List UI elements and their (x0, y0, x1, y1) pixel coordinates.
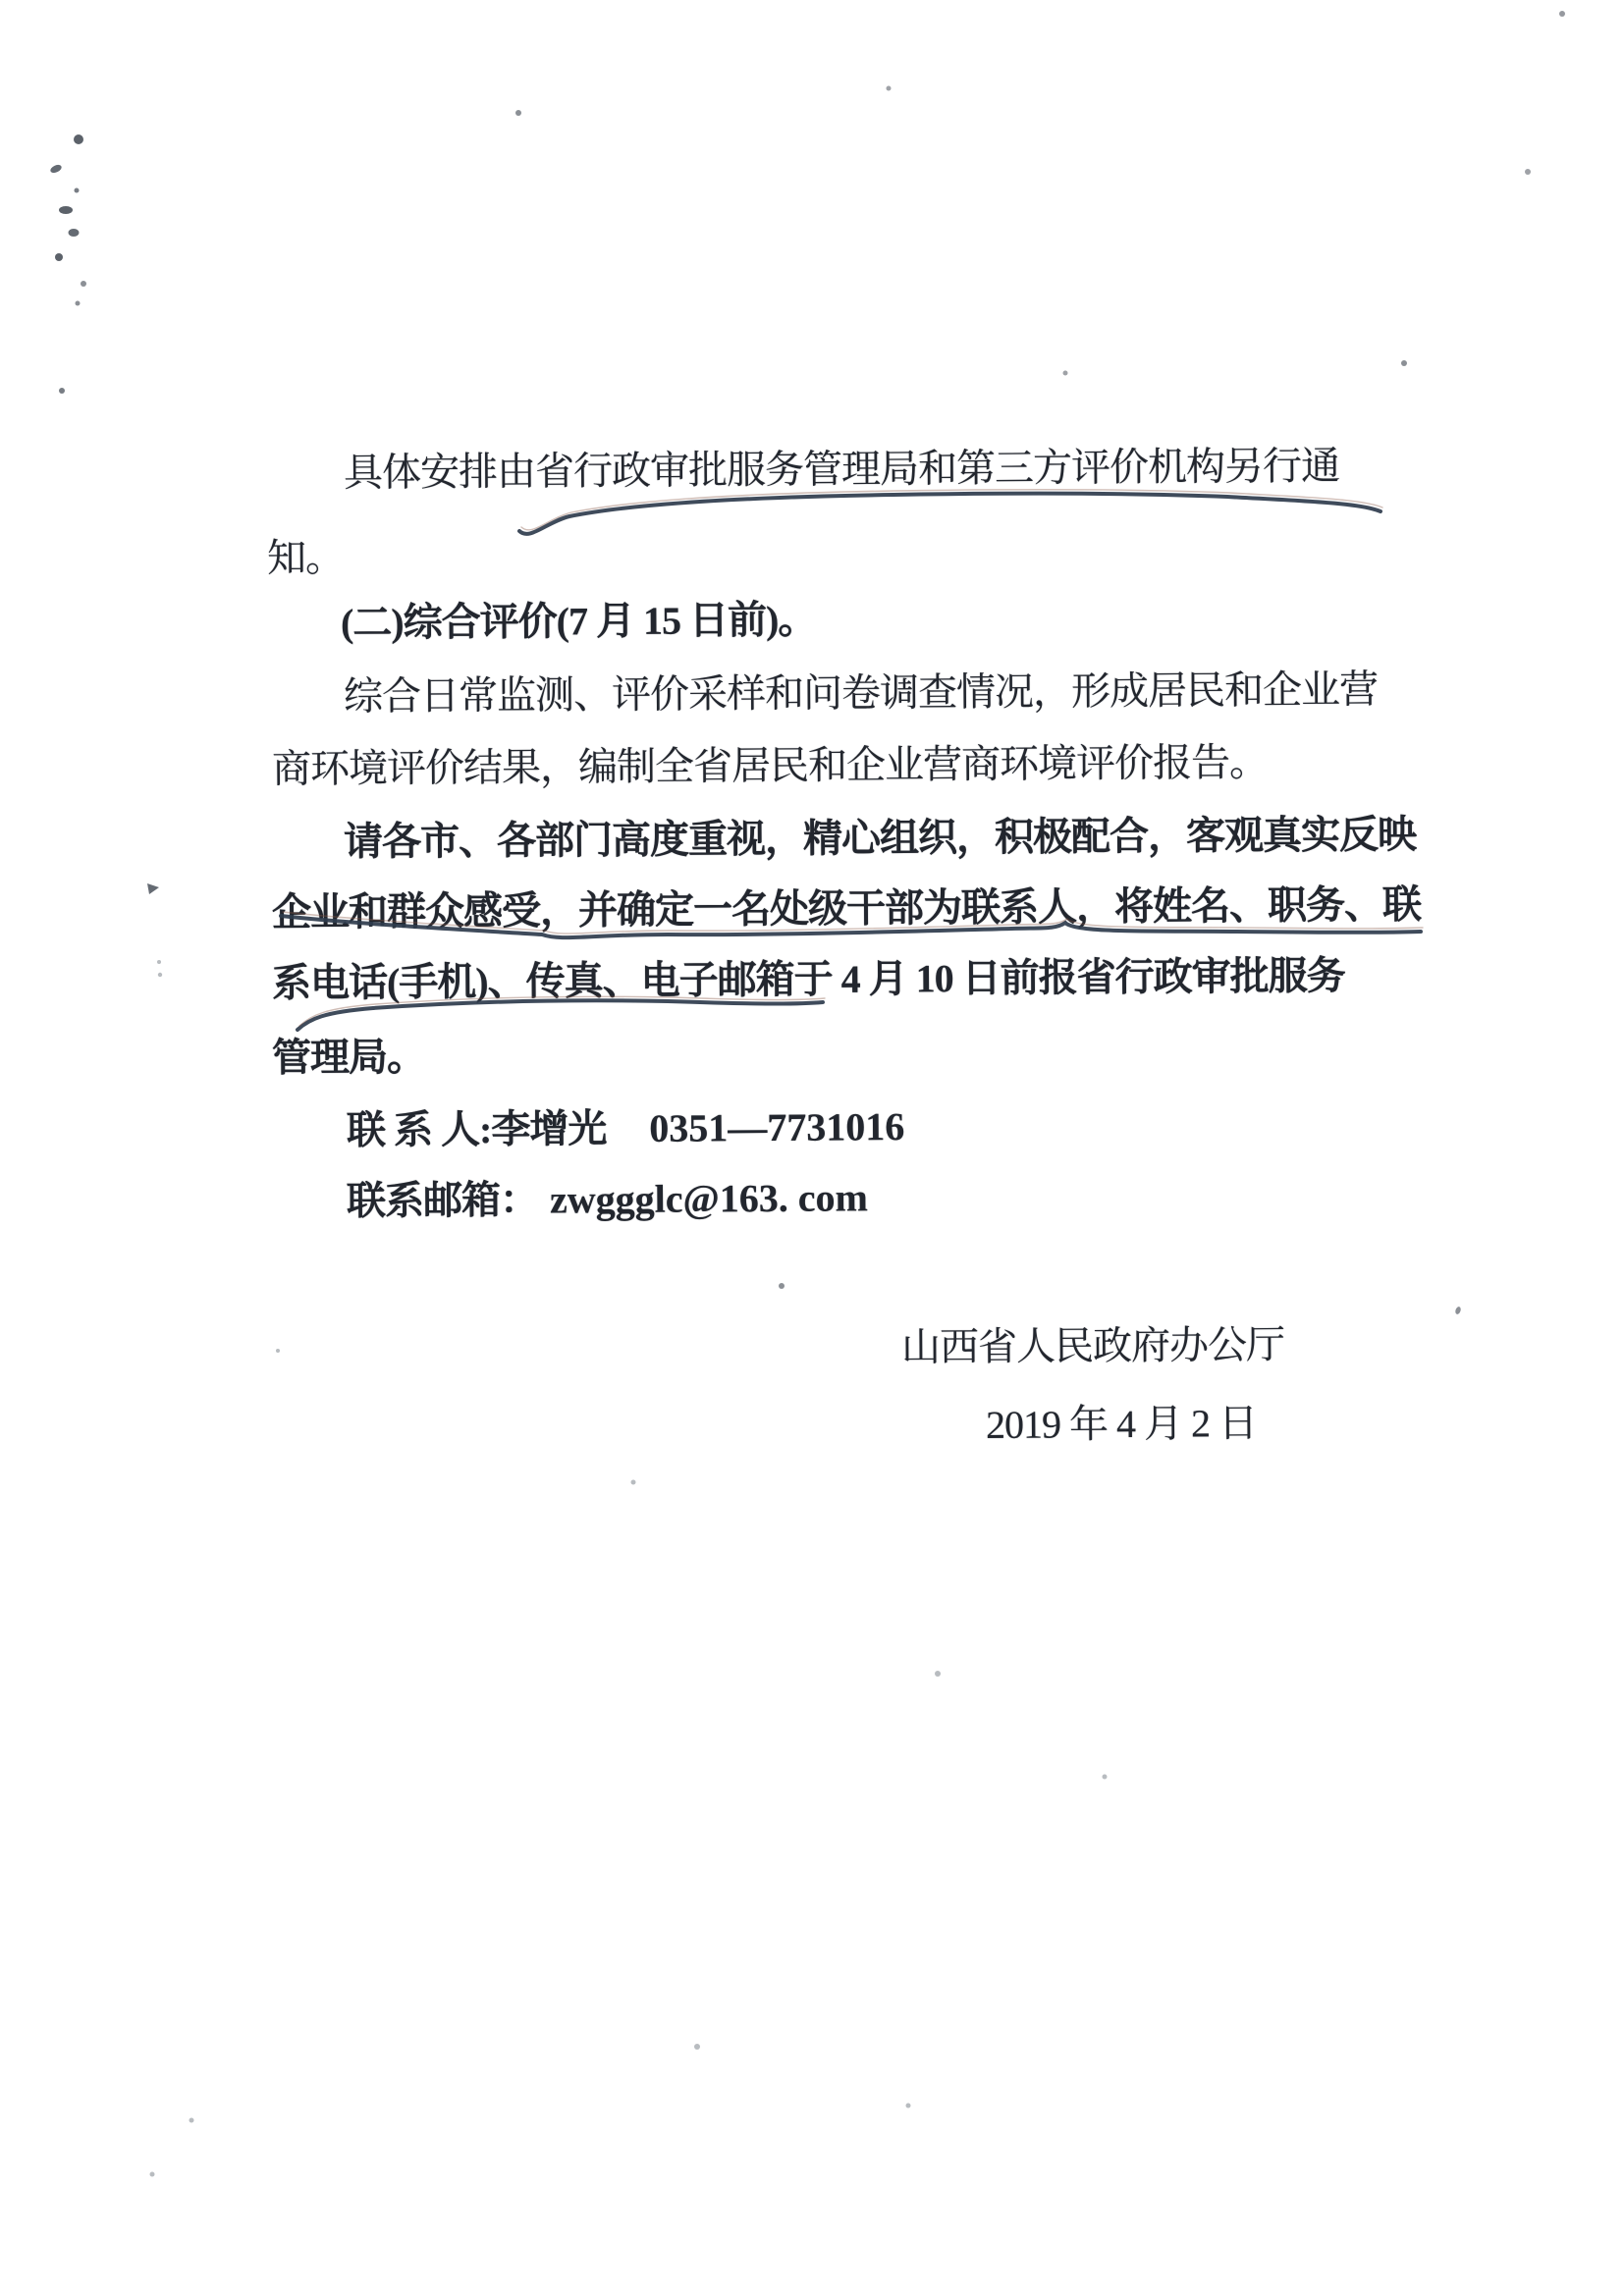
contact-email-label: 联系邮箱： (346, 1177, 539, 1223)
contact-email-line (347, 1166, 868, 1226)
contact-person-line (347, 1095, 905, 1155)
para3-line2: 企业和群众感受，并确定一名处级干部为联系人，将姓名、职务、联 (271, 881, 1422, 934)
para2-line2: 商环境评价结果，编制全省居民和企业营商环境评价报告。 (271, 739, 1269, 791)
para3-line1: 请各市、各部门高度重视，精心组织，积极配合，客观真实反映 (343, 812, 1417, 864)
para3-line4: 管理局。 (271, 1034, 426, 1080)
contact-person-name: 李增光 (491, 1106, 607, 1151)
para3-line3: 系电话(手机)、传真、电子邮箱于 4 月 10 日前报省行政审批服务 (271, 953, 1345, 1005)
issue-date: 2019 年 4 月 2 日 (985, 1401, 1258, 1447)
section-heading: (二)综合评价(7 月 15 日前)。 (340, 597, 817, 645)
para1-line2: 知。 (266, 535, 345, 580)
contact-person-label: 联 系 人: (346, 1106, 492, 1152)
para2-line1: 综合日常监测、评价采样和问卷调查情况，形成居民和企业营 (343, 667, 1379, 719)
contact-email: zwggglc@163. com (549, 1175, 868, 1222)
issuer-signature: 山西省人民政府办公厅 (900, 1322, 1285, 1369)
contact-phone: 0351—7731016 (649, 1104, 905, 1150)
para1-line1: 具体安排由省行政审批服务管理局和第三方评价机构另行通 (343, 443, 1340, 495)
pen-underline-1 (519, 490, 1382, 534)
